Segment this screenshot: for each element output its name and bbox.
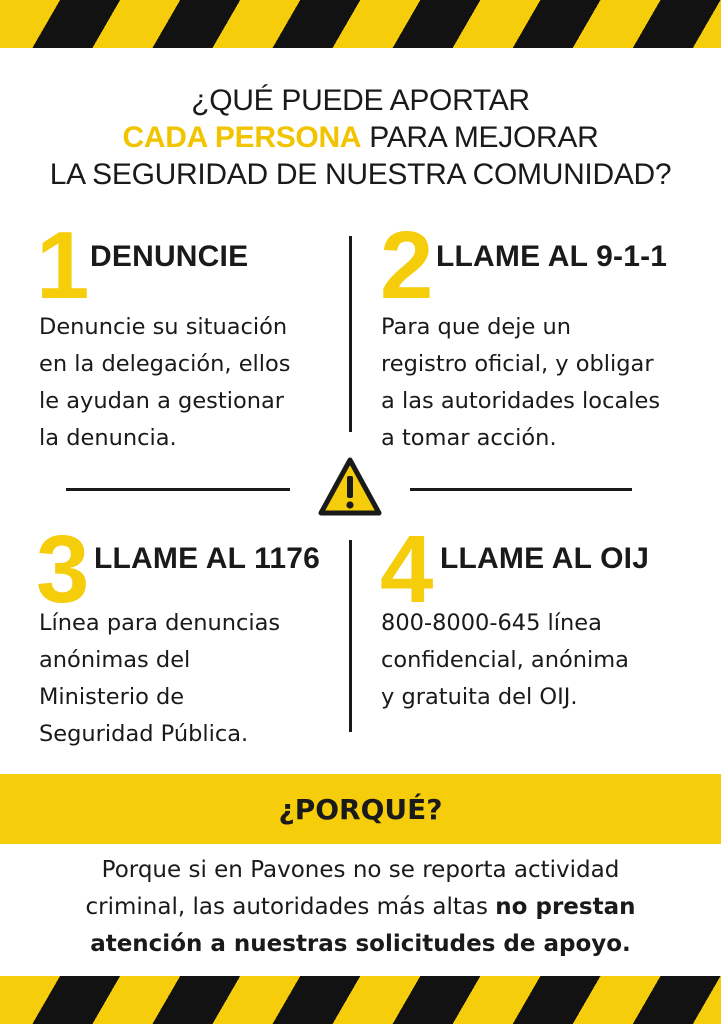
headline-line-2 bbox=[0, 119, 721, 156]
item-2-number: 2 bbox=[380, 212, 434, 319]
headline-line-1: ¿QUÉ PUEDE APORTAR bbox=[191, 84, 530, 117]
headline bbox=[0, 82, 721, 193]
item-3-number: 3 bbox=[36, 516, 90, 623]
why-text bbox=[0, 852, 721, 963]
why-line-1: Porque si en Pavones no se reporta actividad bbox=[101, 857, 620, 883]
item-1-text-line: en la delegación, ellos bbox=[39, 351, 291, 377]
item-4-text-line: y gratuita del OIJ. bbox=[381, 684, 578, 710]
bottom-hazard-stripes bbox=[0, 976, 721, 1024]
item-3-text-line: Línea para denuncias bbox=[39, 610, 281, 636]
item-2-text-line: registro oficial, y obligar bbox=[381, 351, 654, 377]
item-3-text-line: Ministerio de bbox=[39, 684, 185, 710]
why-line-2-bold: no prestan bbox=[495, 894, 636, 920]
item-4-text-line: 800-8000-645 línea bbox=[381, 610, 602, 636]
item-2-text bbox=[381, 309, 660, 457]
item-3-text bbox=[39, 605, 280, 753]
vertical-divider-top bbox=[349, 236, 352, 432]
headline-highlight: CADA PERSONA bbox=[122, 121, 362, 154]
headline-line-2-rest: PARA MEJORAR bbox=[361, 121, 599, 154]
item-1-title: DENUNCIE bbox=[90, 240, 249, 273]
item-3-text-line: Seguridad Pública. bbox=[39, 721, 249, 747]
item-4-number: 4 bbox=[380, 516, 434, 623]
why-line-3-bold: atención a nuestras solicitudes de apoyo. bbox=[90, 931, 631, 957]
item-1-text-line: Denuncie su situación bbox=[39, 314, 288, 340]
item-1-text bbox=[39, 309, 291, 457]
item-1-text-line: la denuncia. bbox=[39, 425, 177, 451]
why-line-3 bbox=[0, 926, 721, 963]
item-2-title: LLAME AL 9-1-1 bbox=[436, 240, 668, 273]
item-1-text-line: le ayudan a gestionar bbox=[39, 388, 285, 414]
why-line-2-normal: criminal, las autoridades más altas bbox=[85, 894, 496, 920]
item-3-title: LLAME AL 1176 bbox=[94, 542, 321, 575]
horizontal-divider-right bbox=[410, 488, 632, 491]
item-3-text-line: anónimas del bbox=[39, 647, 191, 673]
top-hazard-stripes bbox=[0, 0, 721, 48]
why-banner bbox=[0, 774, 721, 844]
item-1-number: 1 bbox=[36, 212, 90, 319]
item-2-text-line: Para que deje un bbox=[381, 314, 571, 340]
why-heading: ¿PORQUÉ? bbox=[278, 792, 443, 826]
vertical-divider-bottom bbox=[349, 540, 352, 732]
warning-triangle-icon bbox=[317, 456, 383, 518]
item-2-text-line: a tomar acción. bbox=[381, 425, 557, 451]
headline-line-3: LA SEGURIDAD DE NUESTRA COMUNIDAD? bbox=[49, 158, 672, 191]
horizontal-divider-left bbox=[66, 488, 290, 491]
why-line-2 bbox=[0, 889, 721, 926]
item-4-text bbox=[381, 605, 629, 716]
item-2-text-line: a las autoridades locales bbox=[381, 388, 661, 414]
item-4-title: LLAME AL OIJ bbox=[440, 542, 650, 575]
item-4-text-line: confidencial, anónima bbox=[381, 647, 629, 673]
